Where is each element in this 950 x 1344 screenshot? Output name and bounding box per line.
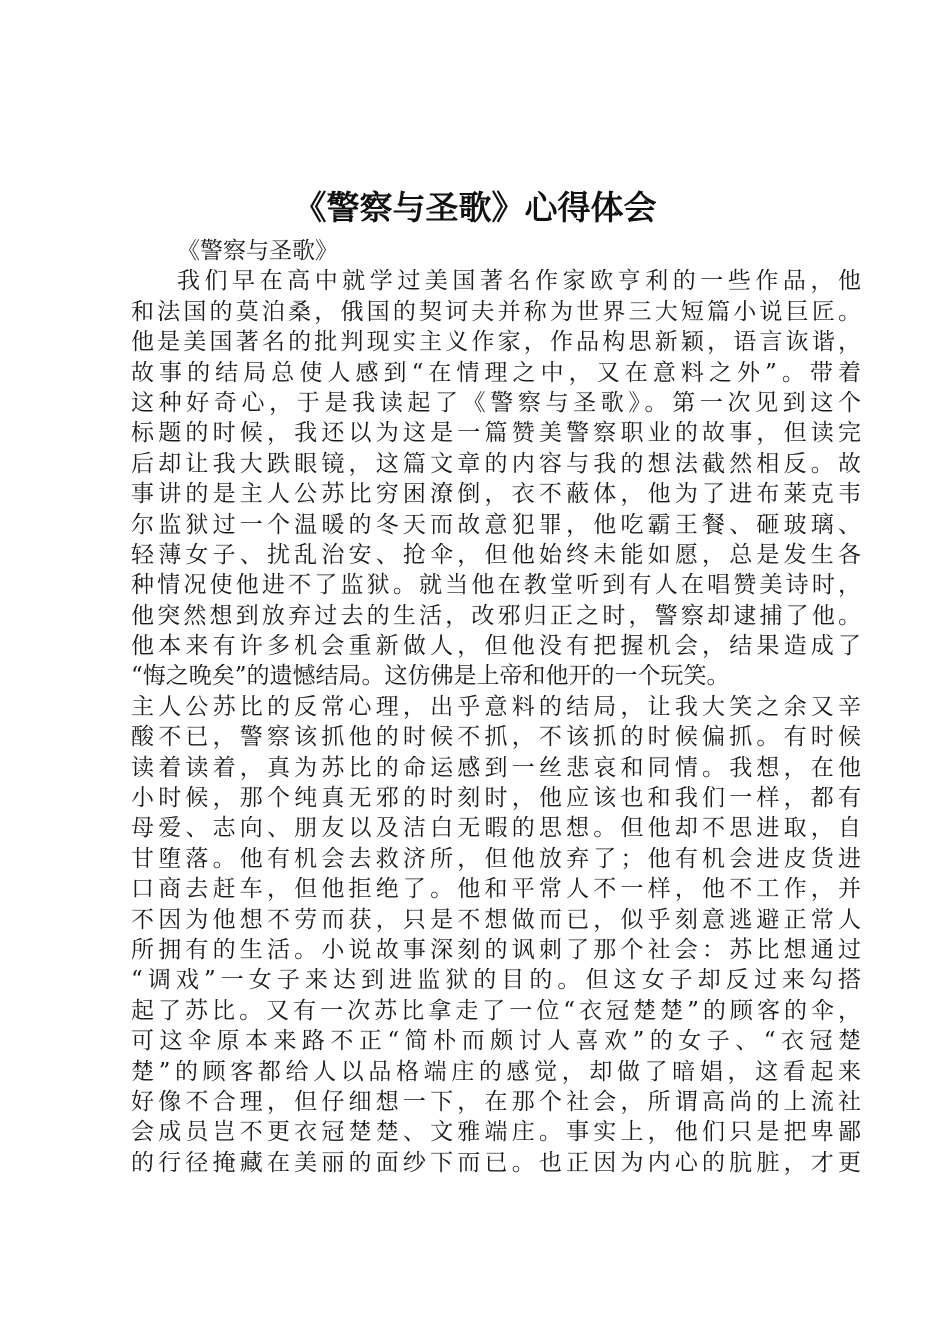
paragraph-line: 标题的时候，我还以为这是一篇赞美警察职业的故事，但读完	[131, 420, 861, 447]
paragraph-line: 后却让我大跌眼镜，这篇文章的内容与我的想法截然相反。故	[131, 450, 861, 477]
paragraph-line: 他是美国著名的批判现实主义作家，作品构思新颖，语言诙谐，	[131, 329, 861, 356]
paragraph-line: 起了苏比。又有一次苏比拿走了一位“衣冠楚楚”的顾客的伞，	[131, 997, 861, 1024]
subtitle-line: 《警察与圣歌》	[177, 238, 338, 264]
paragraph-line: 我们早在高中就学过美国著名作家欧亨利的一些作品，他	[177, 268, 861, 295]
document-title: 《警察与圣歌》心得体会	[293, 188, 657, 227]
paragraph-line: 可这伞原本来路不正“简朴而颇讨人喜欢”的女子、“衣冠楚	[131, 1028, 861, 1055]
paragraph-line: 尔监狱过一个温暖的冬天而故意犯罪，他吃霸王餐、砸玻璃、	[131, 511, 861, 538]
paragraph-line: “悔之晚矣”的遗憾结局。这仿佛是上帝和他开的一个玩笑。	[131, 663, 730, 690]
paragraph-line: 他突然想到放弃过去的生活，改邪归正之时，警察却逮捕了他。	[131, 602, 861, 629]
paragraph-line: 所拥有的生活。小说故事深刻的讽刺了那个社会：苏比想通过	[131, 936, 861, 963]
paragraph-line: 故事的结局总使人感到“在情理之中，又在意料之外”。带着	[131, 359, 861, 386]
paragraph-line: 种情况使他进不了监狱。就当他在教堂听到有人在唱赞美诗时，	[131, 572, 861, 599]
paragraph-line: 他本来有许多机会重新做人，但他没有把握机会，结果造成了	[131, 633, 861, 660]
paragraph-line: 口商去赶车，但他拒绝了。他和平常人不一样，他不工作，并	[131, 876, 861, 903]
paragraph-line: 会成员岂不更衣冠楚楚、文雅端庄。事实上，他们只是把卑鄙	[131, 1119, 861, 1146]
paragraph-line: 楚”的顾客都给人以品格端庄的感觉，却做了暗娼，这看起来	[131, 1058, 861, 1085]
paragraph-line: 酸不已，警察该抓他的时候不抓，不该抓的时候偏抓。有时候	[131, 724, 861, 751]
paragraph-line: 这种好奇心，于是我读起了《警察与圣歌》。第一次见到这个	[131, 389, 861, 416]
paragraph-line: 母爱、志向、朋友以及洁白无暇的思想。但他却不思进取，自	[131, 815, 861, 842]
paragraph-line: 主人公苏比的反常心理，出乎意料的结局，让我大笑之余又辛	[131, 693, 861, 720]
paragraph-line: 读着读着，真为苏比的命运感到一丝悲哀和同情。我想，在他	[131, 754, 861, 781]
paragraph-line: 的行径掩藏在美丽的面纱下而已。也正因为内心的肮脏，才更	[131, 1149, 861, 1176]
document-body	[131, 236, 861, 1178]
paragraph-line: 小时候，那个纯真无邪的时刻时，他应该也和我们一样，都有	[131, 785, 861, 812]
paragraph-line: 好像不合理，但仔细想一下，在那个社会，所谓高尚的上流社	[131, 1088, 861, 1115]
paragraph-line: 不因为他想不劳而获，只是不想做而已，似乎刻意逃避正常人	[131, 906, 861, 933]
paragraph-line: 甘堕落。他有机会去救济所，但他放弃了；他有机会进皮货进	[131, 845, 861, 872]
paragraph-line: 轻薄女子、扰乱治安、抢伞，但他始终未能如愿，总是发生各	[131, 541, 861, 568]
paragraph-line: 事讲的是主人公苏比穷困潦倒，衣不蔽体，他为了进布莱克韦	[131, 481, 861, 508]
paragraph-line: “调戏”一女子来达到进监狱的目的。但这女子却反过来勾搭	[131, 967, 861, 994]
paragraph-line: 和法国的莫泊桑，俄国的契诃夫并称为世界三大短篇小说巨匠。	[131, 298, 861, 325]
